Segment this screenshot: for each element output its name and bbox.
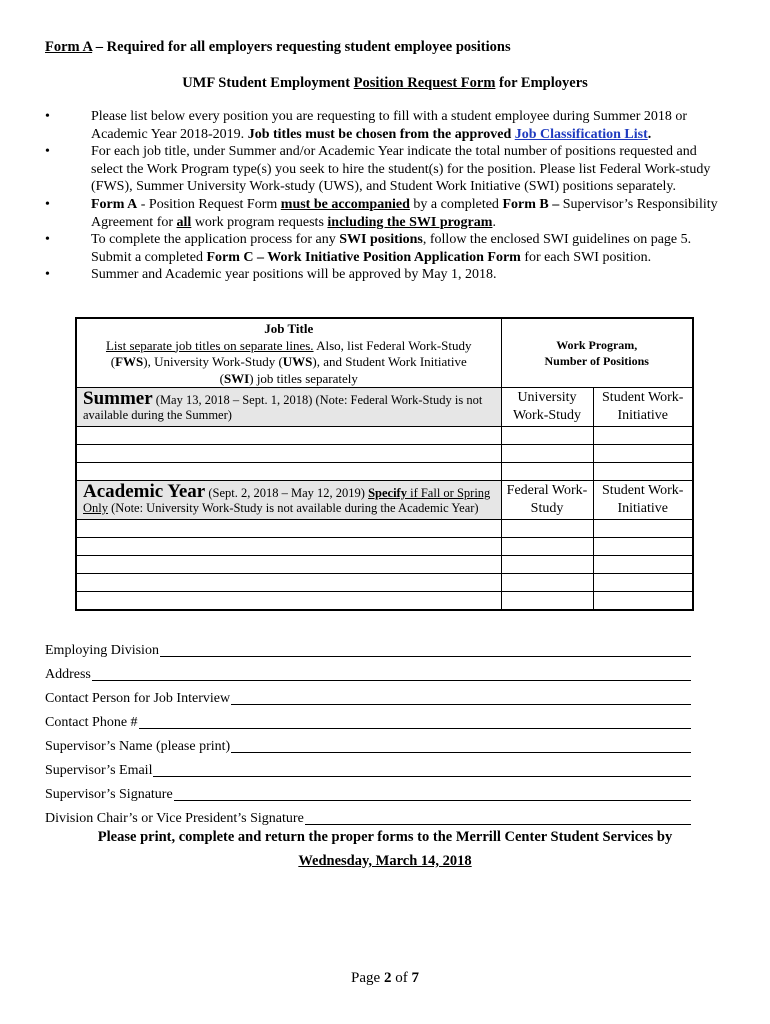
- positions-cell[interactable]: [593, 574, 693, 592]
- job-title-cell[interactable]: [76, 592, 501, 611]
- positions-cell[interactable]: [593, 592, 693, 611]
- job-title-cell[interactable]: [76, 427, 501, 445]
- positions-cell[interactable]: [501, 445, 593, 463]
- supervisor-name-field[interactable]: [45, 732, 691, 756]
- instruction-bold: must be accompanied: [280, 196, 410, 212]
- positions-cell[interactable]: [593, 463, 693, 481]
- subheading-suffix: for Employers: [495, 75, 588, 91]
- instruction-bold: Job titles must be chosen from the approved: [247, 126, 515, 142]
- contact-person-field[interactable]: [45, 684, 691, 708]
- positions-cell[interactable]: [501, 538, 593, 556]
- supervisor-signature-field[interactable]: [45, 780, 691, 804]
- job-title-cell[interactable]: [76, 445, 501, 463]
- instructions-list: [45, 108, 725, 284]
- instruction-text: Summer and Academic year positions will be approved by May 1, 2018.: [91, 267, 497, 283]
- instruction-item: [45, 266, 725, 284]
- instruction-text: , follow the enclosed SWI guidelines on page 5. Submit a completed: [91, 232, 692, 265]
- job-title-instruction-text: Also, list Federal Work-Study: [313, 337, 472, 353]
- summer-title: Summer: [83, 388, 153, 409]
- instruction-item: [45, 143, 725, 196]
- field-label: Supervisor’s Signature: [45, 787, 173, 802]
- positions-cell[interactable]: [593, 556, 693, 574]
- academic-note: (Note: University Work-Study is not available during the Academic Year): [108, 501, 479, 515]
- employing-division-field[interactable]: [45, 636, 691, 660]
- uws-abbr: UWS: [282, 354, 313, 369]
- instruction-text: work program requests: [191, 214, 328, 230]
- field-label: Contact Person for Job Interview: [45, 691, 231, 706]
- page-current: 2: [383, 970, 392, 986]
- job-title-instructions: [83, 338, 495, 355]
- field-label: Supervisor’s Email: [45, 763, 153, 778]
- form-heading: [45, 39, 511, 56]
- paren: (: [219, 370, 224, 386]
- page-of: of: [391, 970, 412, 986]
- table-row: [76, 538, 693, 556]
- field-label: Address: [45, 667, 91, 682]
- swi-abbr: SWI: [223, 370, 250, 386]
- bullet-icon: •: [45, 267, 50, 283]
- supervisor-email-field[interactable]: [45, 756, 691, 780]
- job-title-header: [76, 318, 501, 388]
- positions-cell[interactable]: [501, 574, 593, 592]
- job-title-instructions: [83, 371, 495, 388]
- form-label: Form A: [45, 39, 93, 55]
- job-title-cell[interactable]: [76, 556, 501, 574]
- table-row: [76, 463, 693, 481]
- fill-line[interactable]: [305, 823, 691, 825]
- address-field[interactable]: [45, 660, 691, 684]
- instruction-item: [45, 231, 725, 266]
- subheading-underlined: Position Request Form: [353, 75, 496, 91]
- paren: (: [110, 354, 116, 369]
- table-row: [76, 592, 693, 611]
- field-label: Contact Phone #: [45, 715, 138, 730]
- fill-line[interactable]: [153, 775, 691, 777]
- summer-dates: (May 13, 2018 – Sept. 1, 2018) (Note: Federal Work-Study is not available during the Summer): [83, 393, 483, 422]
- fill-line[interactable]: [174, 799, 691, 801]
- table-row: [76, 574, 693, 592]
- instruction-bold: Form C – Work Initiative Position Application Form: [206, 249, 521, 265]
- academic-section-label: [76, 481, 501, 520]
- work-program-heading: Work Program,: [556, 338, 638, 352]
- field-label: Division Chair’s or Vice President’s Signature: [45, 811, 304, 826]
- job-title-instruction-text: ) job titles separately: [249, 370, 358, 386]
- academic-swi-column: Student Work-Initiative: [593, 481, 693, 520]
- instruction-text: For each job title, under Summer and/or Academic Year indicate the total number of positions requested and select the Work Program type(s) you seek to hire the student(s) for the position. Please list Federal Work-study (FWS), Summer University Work-study (UWS), and Student Work Initiative (SWI) positions separately.: [91, 144, 711, 195]
- positions-cell[interactable]: [501, 520, 593, 538]
- job-classification-link[interactable]: Job Classification List: [514, 126, 648, 142]
- positions-cell[interactable]: [593, 520, 693, 538]
- instruction-item: [45, 196, 725, 231]
- fill-line[interactable]: [92, 679, 691, 681]
- fill-line[interactable]: [231, 751, 691, 753]
- contact-phone-field[interactable]: [45, 708, 691, 732]
- instruction-bold: Form B –: [502, 196, 560, 212]
- instruction-text: Please list below every position you are requesting to fill with a student employee during Summer 2018 or Academic Year 2018-2019.: [91, 109, 688, 142]
- academic-section-row: [76, 481, 693, 520]
- job-title-heading: Job Title: [264, 321, 314, 336]
- fill-line[interactable]: [139, 727, 691, 729]
- academic-dates: (Sept. 2, 2018 – May 12, 2019): [205, 486, 369, 500]
- instruction-text: by a completed: [409, 196, 503, 212]
- work-program-header: [501, 318, 693, 388]
- page-prefix: Page: [351, 970, 384, 986]
- contact-fields: [45, 636, 691, 828]
- summer-section-label: [76, 388, 501, 427]
- academic-title: Academic Year: [83, 481, 206, 502]
- table-row: [76, 556, 693, 574]
- bullet-icon: •: [45, 109, 50, 124]
- table-row: [76, 520, 693, 538]
- job-title-cell[interactable]: [76, 520, 501, 538]
- page-number: [0, 970, 770, 987]
- positions-cell[interactable]: [501, 463, 593, 481]
- return-instructions: Please print, complete and return the proper forms to the Merrill Center Student Services by: [97, 829, 673, 845]
- instruction-end: .: [647, 126, 652, 142]
- specify-word: Specify: [368, 486, 407, 500]
- form-heading-text: – Required for all employers requesting student employee positions: [92, 39, 511, 55]
- instruction-text: for each SWI position.: [520, 249, 652, 265]
- field-label: Employing Division: [45, 643, 159, 658]
- table-row: [76, 427, 693, 445]
- due-date: Wednesday, March 14, 2018: [298, 853, 472, 869]
- job-title-instruction-text: ), University Work-Study (: [143, 354, 283, 369]
- positions-cell[interactable]: [501, 427, 593, 445]
- job-title-cell[interactable]: [76, 463, 501, 481]
- instruction-text: - Position Request Form: [137, 196, 281, 212]
- positions-cell[interactable]: [593, 538, 693, 556]
- subheading-prefix: UMF Student Employment: [182, 75, 354, 91]
- positions-cell[interactable]: [501, 592, 593, 611]
- bullet-icon: •: [45, 144, 50, 160]
- summer-uws-column: University Work-Study: [501, 388, 593, 427]
- table-row: [76, 445, 693, 463]
- page-total: 7: [411, 970, 419, 986]
- instruction-text: To complete the application process for any: [91, 232, 340, 248]
- job-title-instructions: [83, 354, 495, 371]
- positions-cell[interactable]: [593, 427, 693, 445]
- instruction-bold: all: [176, 214, 192, 230]
- position-request-table: [75, 317, 694, 611]
- summer-swi-column: Student Work-Initiative: [593, 388, 693, 427]
- if-fall-spring: if Fall or Spring Only: [83, 486, 491, 515]
- positions-cell[interactable]: [501, 556, 593, 574]
- job-title-cell[interactable]: [76, 538, 501, 556]
- summer-section-row: [76, 388, 693, 427]
- chair-signature-field[interactable]: [45, 804, 691, 828]
- bullet-icon: •: [45, 232, 50, 248]
- instruction-bold: including the SWI program: [327, 214, 493, 230]
- instruction-text: .: [492, 214, 496, 230]
- job-title-instruction-text: ), and Student Work Initiative: [312, 354, 467, 369]
- job-title-instruction-underlined: List separate job titles on separate lines.: [105, 337, 314, 353]
- instruction-item: [45, 108, 725, 143]
- fws-abbr: FWS: [115, 354, 144, 369]
- instruction-text: Supervisor’s Responsibility Agreement for: [91, 196, 718, 230]
- form-subheading: [0, 75, 770, 92]
- bullet-icon: •: [45, 196, 50, 212]
- instruction-bold: Form A: [91, 196, 138, 212]
- fill-line[interactable]: [160, 655, 691, 657]
- fill-line[interactable]: [231, 703, 691, 705]
- academic-fws-column: Federal Work-Study: [501, 481, 593, 520]
- job-title-cell[interactable]: [76, 574, 501, 592]
- field-label: Supervisor’s Name (please print): [45, 739, 231, 754]
- table-header-row: [76, 318, 693, 388]
- instruction-bold: SWI positions: [339, 232, 423, 248]
- positions-cell[interactable]: [593, 445, 693, 463]
- num-positions-heading: Number of Positions: [544, 354, 649, 368]
